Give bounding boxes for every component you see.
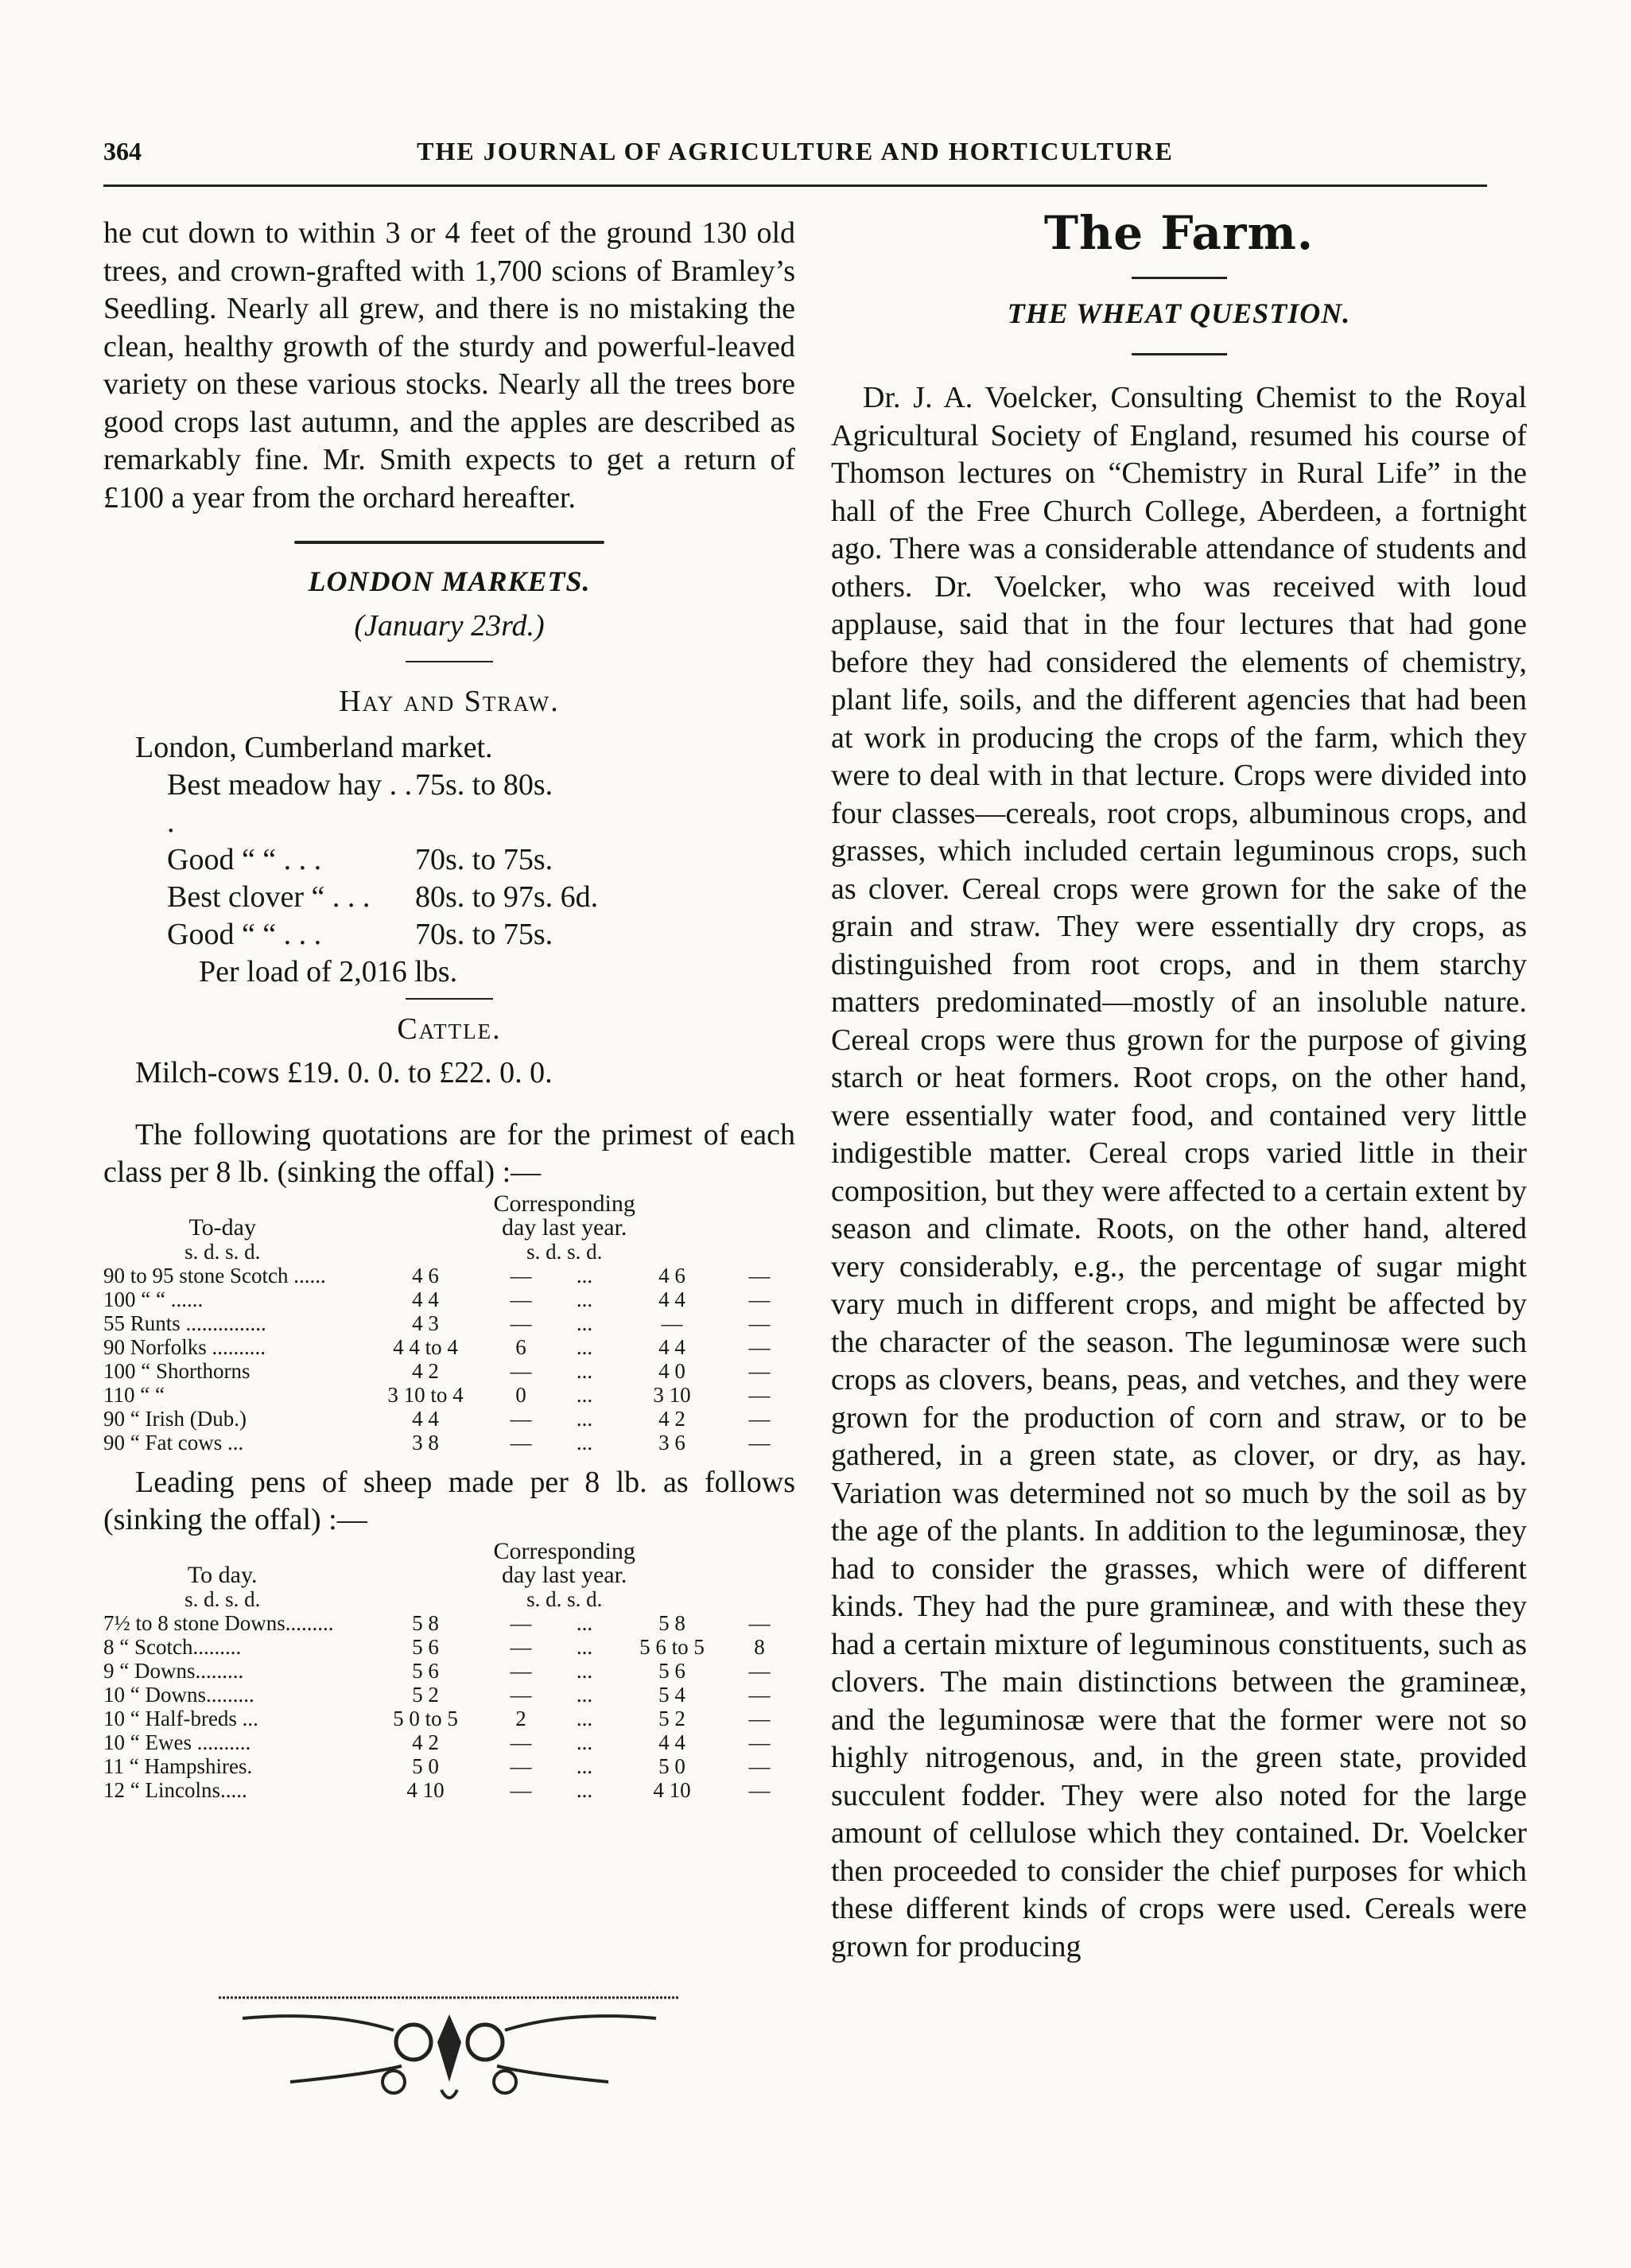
last-year-price: 5 0: [658, 1753, 685, 1778]
last-year-price: 5 2: [658, 1706, 685, 1730]
table-row: [103, 1635, 787, 1659]
leader-dots: ...: [576, 1777, 593, 1802]
today-price: 5 6: [412, 1658, 439, 1683]
today-price-high: —: [510, 1430, 532, 1454]
today-price-high: —: [510, 1311, 532, 1335]
last-year-price-high: —: [748, 1382, 771, 1407]
last-year-price-high: —: [748, 1406, 771, 1431]
last-year-price: 4 6: [658, 1263, 685, 1287]
row-description: 55 Runts ...............: [103, 1311, 266, 1335]
hay-value: 70s. to 75s.: [415, 918, 553, 951]
leader-dots: ...: [576, 1658, 593, 1683]
markets-heading: LONDON MARKETS.: [308, 565, 591, 597]
hay-label: Good “ “ . . .: [167, 843, 322, 876]
units-last-year: s. d. s. d.: [526, 1239, 603, 1264]
units-last-year: s. d. s. d.: [526, 1586, 603, 1611]
last-year-price-high: —: [748, 1753, 771, 1778]
today-price-high: —: [510, 1287, 532, 1311]
units-today: s. d. s. d.: [184, 1586, 261, 1611]
last-year-price: 3 10: [653, 1382, 691, 1407]
table-row: [103, 1707, 787, 1730]
last-year-price-high: —: [748, 1358, 771, 1383]
table-row: [103, 1383, 787, 1407]
cattle-table: [103, 1192, 787, 1264]
today-price: 4 2: [412, 1730, 439, 1754]
units-today: s. d. s. d.: [184, 1239, 261, 1264]
row-description: 10 “ Half-breds ...: [103, 1706, 258, 1730]
today-price-high: —: [510, 1263, 532, 1287]
row-description: 10 “ Downs.........: [103, 1682, 254, 1707]
today-price: 3 10 to 4: [387, 1382, 464, 1407]
leader-dots: ...: [576, 1610, 593, 1635]
last-year-price: 5 6: [658, 1658, 685, 1683]
cattle-heading: Cattle.: [397, 1012, 502, 1046]
last-year-price: 4 2: [658, 1406, 685, 1431]
title-rule: [1132, 277, 1227, 279]
row-description: 11 “ Hampshires.: [103, 1753, 253, 1778]
header-corresponding: Corresponding: [493, 1190, 635, 1217]
today-price-high: —: [510, 1777, 532, 1802]
table-row: [103, 1407, 787, 1431]
hay-label: Best clover “ . . .: [167, 880, 371, 914]
last-year-price: 4 0: [658, 1358, 685, 1383]
short-rule: [406, 998, 493, 1000]
leader-dots: ...: [576, 1430, 593, 1454]
last-year-price-high: —: [748, 1430, 771, 1454]
last-year-price-high: 8: [754, 1634, 765, 1659]
row-description: 110 “ “: [103, 1382, 165, 1407]
last-year-price-high: —: [748, 1311, 771, 1335]
cattle-line: Milch-cows £19. 0. 0. to £22. 0. 0.: [135, 1056, 553, 1089]
cattle-paragraph: The following quotations are for the primest of each class per 8 lb. (sinking the offal) :—: [103, 1117, 795, 1189]
today-price: 5 8: [412, 1610, 439, 1635]
today-price: 4 6: [412, 1263, 439, 1287]
last-year-price-high: —: [748, 1263, 771, 1287]
hay-label: Good “ “ . . .: [167, 918, 322, 951]
last-year-price-high: —: [748, 1658, 771, 1683]
today-price-high: 6: [515, 1334, 526, 1359]
leader-dots: ...: [576, 1287, 593, 1311]
last-year-price-high: —: [748, 1334, 771, 1359]
leader-dots: ...: [576, 1263, 593, 1287]
header-today: To-day: [188, 1214, 256, 1241]
table-row: [103, 1287, 787, 1311]
row-description: 100 “ Shorthorns: [103, 1358, 250, 1383]
last-year-price-high: —: [748, 1287, 771, 1311]
short-rule: [406, 661, 493, 662]
table-header-row: [103, 1540, 787, 1563]
row-description: 10 “ Ewes ..........: [103, 1730, 251, 1754]
leader-dots: ...: [576, 1706, 593, 1730]
today-price: 5 0 to 5: [393, 1706, 458, 1730]
table-row: [103, 1335, 787, 1359]
last-year-price: 4 4: [658, 1287, 685, 1311]
table-row: [103, 1683, 787, 1707]
intro-paragraph: he cut down to within 3 or 4 feet of the ground 130 old trees, and crown-grafted with 1,700 scions of Bramley’s Seedling. Nearly all grew, and there is no mistaking the clean, healthy growth of the sturdy and powerful-leaved variety on these various stocks. Nearly all the trees bore good crops last autumn, and the apples are described as remarkably fine. Mr. Smith expects to get a return of £100 a year from the orchard hereafter.: [103, 216, 795, 515]
last-year-price: 5 6 to 5: [639, 1634, 705, 1659]
today-price-high: —: [510, 1634, 532, 1659]
last-year-price-high: —: [748, 1610, 771, 1635]
left-column: [103, 215, 795, 1802]
table-row: [103, 1359, 787, 1383]
section-title: The Farm.: [1043, 206, 1315, 260]
table-row: [103, 1431, 787, 1454]
today-price-high: —: [510, 1730, 532, 1754]
leader-dots: ...: [576, 1334, 593, 1359]
hay-row: [167, 916, 795, 953]
row-description: 90 Norfolks ..........: [103, 1334, 266, 1359]
today-price-high: —: [510, 1406, 532, 1431]
last-year-price: 4 4: [658, 1730, 685, 1754]
hay-value: 80s. to 97s. 6d.: [415, 880, 599, 914]
hay-prices: [103, 767, 795, 992]
today-price: 3 8: [412, 1430, 439, 1454]
journal-title: THE JOURNAL OF AGRICULTURE AND HORTICULTURE: [417, 137, 1174, 165]
table-row: [103, 1778, 787, 1802]
cattle-table-body: [103, 1264, 787, 1454]
today-price: 4 4: [412, 1287, 439, 1311]
hay-value: 70s. to 75s.: [415, 843, 553, 876]
row-description: 90 “ Fat cows ...: [103, 1430, 244, 1454]
today-price-high: —: [510, 1658, 532, 1683]
hay-place: London, Cumberland market.: [135, 730, 493, 764]
leader-dots: ...: [576, 1753, 593, 1778]
today-price: 4 2: [412, 1358, 439, 1383]
decorative-ornament: [211, 1986, 688, 2114]
table-row: [103, 1264, 787, 1287]
row-description: 90 “ Irish (Dub.): [103, 1406, 247, 1431]
markets-date: (January 23rd.): [354, 608, 545, 643]
today-price-high: —: [510, 1610, 532, 1635]
last-year-price: —: [661, 1311, 683, 1335]
hay-heading: Hay and Straw.: [339, 685, 560, 718]
leader-dots: ...: [576, 1682, 593, 1707]
sheep-table: [103, 1537, 787, 1611]
leader-dots: ...: [576, 1382, 593, 1407]
today-price-high: 0: [515, 1382, 526, 1407]
hay-row: [167, 841, 795, 879]
row-description: 90 to 95 stone Scotch ......: [103, 1263, 326, 1287]
table-row: [103, 1311, 787, 1335]
table-header-row: [103, 1563, 787, 1587]
row-description: 8 “ Scotch.........: [103, 1634, 242, 1659]
table-row: [103, 1754, 787, 1778]
leader-dots: ...: [576, 1358, 593, 1383]
today-price: 4 3: [412, 1311, 439, 1335]
table-row: [103, 1611, 787, 1635]
today-price-high: 2: [515, 1706, 526, 1730]
last-year-price-high: —: [748, 1777, 771, 1802]
last-year-price: 5 4: [658, 1682, 685, 1707]
today-price: 5 6: [412, 1634, 439, 1659]
today-price-high: —: [510, 1682, 532, 1707]
last-year-price: 3 6: [658, 1430, 685, 1454]
right-column: [831, 206, 1527, 1966]
leader-dots: ...: [576, 1311, 593, 1335]
table-row: [103, 1659, 787, 1683]
row-description: 100 “ “ ......: [103, 1287, 204, 1311]
header-today: To day.: [187, 1561, 258, 1588]
last-year-price-high: —: [748, 1706, 771, 1730]
last-year-price: 5 8: [658, 1610, 685, 1635]
leader-dots: ...: [576, 1406, 593, 1431]
page-header: [103, 137, 1487, 187]
section-divider: [294, 541, 604, 544]
header-last-year: day last year.: [501, 1214, 627, 1241]
row-description: 12 “ Lincolns.....: [103, 1777, 247, 1802]
leader-dots: ...: [576, 1634, 593, 1659]
title-rule: [1132, 353, 1227, 355]
table-header-row: [103, 1192, 787, 1216]
hay-value: 75s. to 80s.: [415, 768, 553, 802]
hay-label: Best meadow hay . . .: [167, 768, 413, 839]
table-row: [103, 1730, 787, 1754]
header-corresponding: Corresponding: [493, 1537, 635, 1564]
sheep-paragraph: Leading pens of sheep made per 8 lb. as follows (sinking the offal) :—: [103, 1465, 795, 1536]
today-price: 5 2: [412, 1682, 439, 1707]
today-price-high: —: [510, 1753, 532, 1778]
last-year-price-high: —: [748, 1682, 771, 1707]
hay-row: [167, 879, 795, 916]
article-body: Dr. J. A. Voelcker, Consulting Chemist to the Royal Agricultural Society of England, resumed his course of Thomson lectures on “Chemistry in Rural Life” in the hall of the Free Church College, Aberdeen, a fortnight ago. There was a considerable attendance of students and others. Dr. Voelcker, who was received with loud applause, said that in the four lectures that had gone before they had considered the elements of chemistry, plant life, soils, and the different agencies that had been at work in producing the crops of the farm, which they were to deal with in that lecture. Crops were divided into four classes—cereals, root crops, albuminous crops, and grasses, which included certain leguminous crops, such as clover. Cereal crops were grown for the sake of the grain and straw. They were essentially dry crops, as distinguished from root crops, and in them starchy matters predominated—mostly of an insoluble nature. Cereal crops were thus grown for the purpose of giving starch or heat formers. Root crops, on the other hand, were essentially water food, and contained very little indigestible matter. Cereal crops varied little in their composition, but they were affected to a certain extent by season and climate. Roots, on the other hand, altered very considerably, e.g., the percentage of sugar might vary much in different crops, and might be affected by the character of the season. The leguminosæ were such crops as clovers, beans, peas, and vetches, and they were grown for the production of corn and straw, or to be gathered, in a green state, as clover, or dry, as hay. Variation was determined not so much by the soil as by the age of the plants. In addition to the leguminosæ, they had to consider the grasses, which were of different kinds. They had the pure gramineæ, and with these they had a certain mixture of leguminous constituents, such as clovers. The main distinctions between the gramineæ, and the leguminosæ were that the former were not so highly nitrogenous, and, in the green state, provided succulent fodder. They were also noted for the large amount of cellulose which they contained. Dr. Voelcker then proceeded to consider the chief purposes for which these different kinds of crops were used. Cereals were grown for producing: [831, 381, 1527, 1963]
today-price: 4 10: [406, 1777, 445, 1802]
row-description: 7½ to 8 stone Downs.........: [103, 1610, 334, 1635]
sheep-table-body: [103, 1611, 787, 1802]
last-year-price-high: —: [748, 1730, 771, 1754]
table-units-row: [103, 1587, 787, 1611]
table-header-row: [103, 1216, 787, 1240]
today-price: 4 4 to 4: [393, 1334, 458, 1359]
today-price: 5 0: [412, 1753, 439, 1778]
hay-note: Per load of 2,016 lbs.: [199, 955, 458, 988]
page-number: 364: [103, 137, 142, 165]
today-price: 4 4: [412, 1406, 439, 1431]
last-year-price: 4 4: [658, 1334, 685, 1359]
today-price-high: —: [510, 1358, 532, 1383]
header-last-year: day last year.: [501, 1561, 627, 1588]
article-title: THE WHEAT QUESTION.: [1007, 297, 1351, 329]
last-year-price: 4 10: [653, 1777, 691, 1802]
leader-dots: ...: [576, 1730, 593, 1754]
hay-row: [167, 767, 795, 841]
row-description: 9 “ Downs.........: [103, 1658, 244, 1683]
table-units-row: [103, 1240, 787, 1264]
